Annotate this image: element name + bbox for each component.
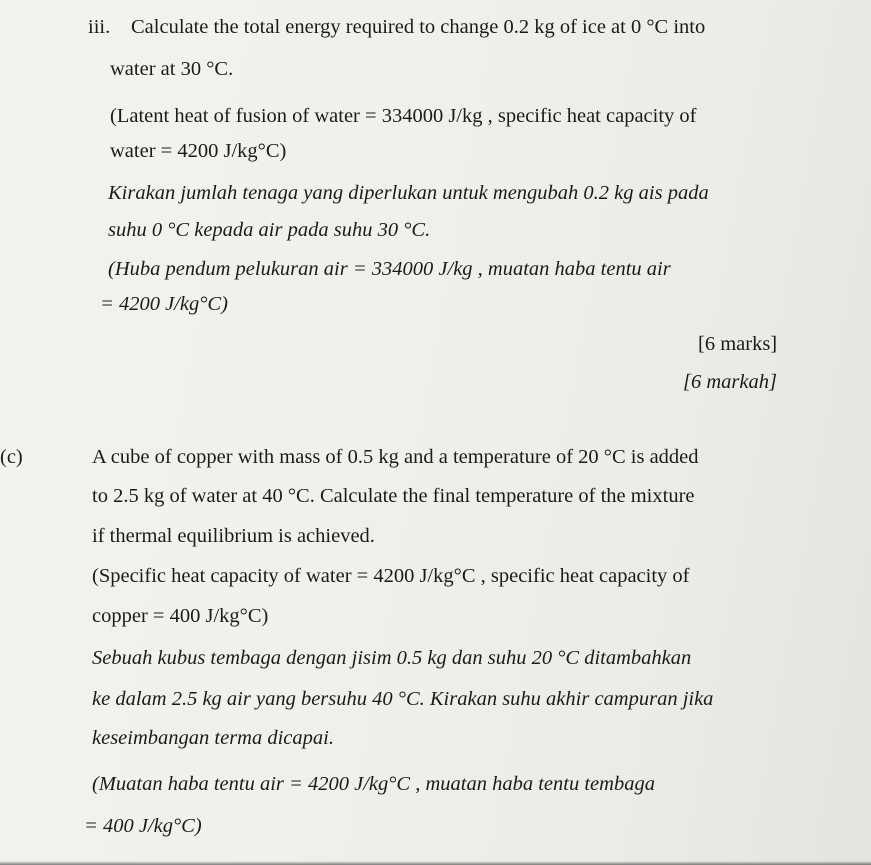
page-bottom-edge (0, 861, 871, 865)
question-c-ms-line-3: keseimbangan terma dicapai. (92, 727, 334, 749)
question-iii-marks-ms: [6 markah] (683, 371, 777, 393)
question-c-en-line-5: copper = 400 J/kg°C) (92, 605, 269, 627)
question-c-en-line-4: (Specific heat capacity of water = 4200 J/kg°C , specific heat capacity of (92, 565, 690, 587)
question-c-ms-line-5: = 400 J/kg°C) (84, 815, 202, 837)
question-c-en-line-3: if thermal equilibrium is achieved. (92, 525, 375, 547)
question-iii-ms-line-4: = 4200 J/kg°C) (100, 293, 228, 315)
question-iii-en-line-1: Calculate the total energy required to change 0.2 kg of ice at 0 °C into (131, 16, 706, 38)
question-c-label: (c) (0, 446, 23, 468)
question-iii-label: iii. (88, 16, 111, 38)
question-iii-ms-line-1: Kirakan jumlah tenaga yang diperlukan untuk mengubah 0.2 kg ais pada (108, 182, 709, 204)
question-c-en-line-2: to 2.5 kg of water at 40 °C. Calculate the final temperature of the mixture (92, 485, 695, 507)
question-iii-ms-line-3: (Huba pendum pelukuran air = 334000 J/kg , muatan haba tentu air (108, 258, 671, 280)
question-iii-en-line-2: water at 30 °C. (110, 58, 234, 80)
question-c-ms-line-2: ke dalam 2.5 kg air yang bersuhu 40 °C. Kirakan suhu akhir campuran jika (92, 688, 714, 710)
question-c-ms-line-1: Sebuah kubus tembaga dengan jisim 0.5 kg dan suhu 20 °C ditambahkan (92, 647, 692, 669)
question-iii-marks-en: [6 marks] (698, 333, 778, 355)
question-iii-en-line-3: (Latent heat of fusion of water = 334000 J/kg , specific heat capacity of (110, 105, 697, 127)
question-c-en-line-1: A cube of copper with mass of 0.5 kg and a temperature of 20 °C is added (92, 446, 699, 468)
question-iii-en-line-4: water = 4200 J/kg°C) (110, 140, 287, 162)
question-iii-ms-line-2: suhu 0 °C kepada air pada suhu 30 °C. (108, 219, 431, 241)
question-c-ms-line-4: (Muatan haba tentu air = 4200 J/kg°C , muatan haba tentu tembaga (92, 773, 655, 795)
